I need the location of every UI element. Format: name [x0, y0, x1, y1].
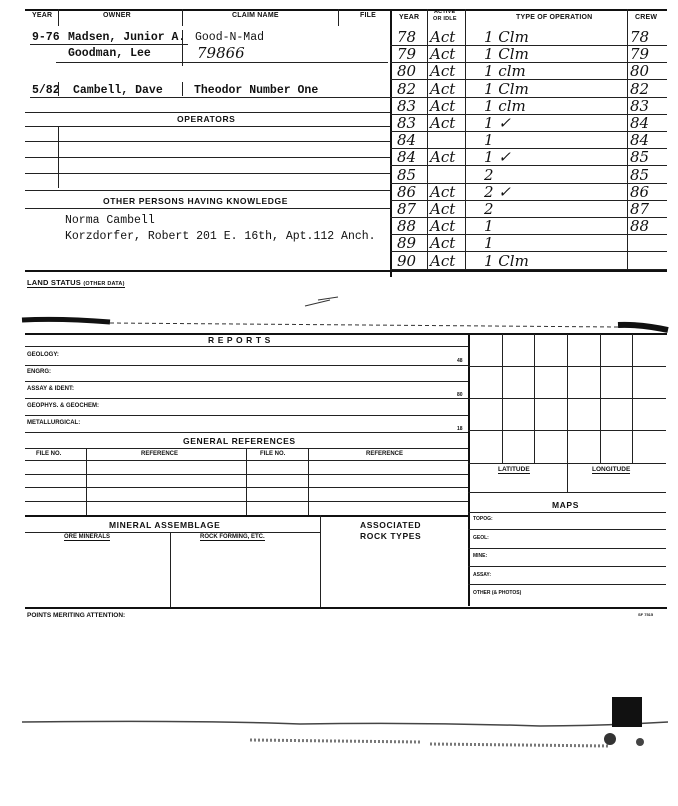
- owner-row-1-owner: Madsen, Junior A.: [68, 31, 186, 44]
- activity-status: Act: [430, 45, 456, 64]
- owner-row-1-year: 9-76: [32, 31, 60, 44]
- longitude-label: LONGITUDE: [592, 466, 631, 473]
- activity-year: 88: [397, 217, 417, 236]
- operators-title: OPERATORS: [177, 114, 236, 124]
- knowledge-title: OTHER PERSONS HAVING KNOWLEDGE: [103, 196, 289, 206]
- activity-status: Act: [430, 96, 456, 115]
- header-year-2: YEAR: [399, 14, 420, 21]
- activity-year: 89: [397, 234, 417, 253]
- activity-crew: 79: [630, 45, 650, 64]
- header-owner: OWNER: [103, 12, 131, 19]
- refs-col-reference: REFERENCE: [141, 451, 179, 457]
- header-claim-name: CLAIM NAME: [232, 12, 279, 19]
- activity-status: Act: [430, 217, 456, 236]
- points-meriting-label: POINTS MERITING ATTENTION:: [27, 612, 126, 619]
- activity-status: Act: [430, 234, 456, 253]
- activity-year: 85: [397, 165, 417, 184]
- activity-crew: 88: [630, 217, 650, 236]
- owner-row-3-year: 5/82: [32, 84, 60, 97]
- activity-year: 79: [397, 45, 417, 64]
- activity-crew: 80: [630, 62, 650, 81]
- activity-operation: 2 ✓: [484, 182, 511, 201]
- maps-assay: ASSAY:: [473, 572, 492, 578]
- activity-status: Act: [430, 200, 456, 218]
- report-metallurgical: METALLURGICAL:: [27, 420, 81, 426]
- refs-col-file-no: FILE NO.: [36, 451, 62, 457]
- activity-operation: 1 clm: [484, 96, 526, 115]
- form-code: SF 7515: [638, 612, 654, 617]
- activity-operation: 1 Clm: [484, 45, 529, 64]
- activity-year: 84: [397, 148, 417, 167]
- activity-crew: 87: [630, 200, 650, 218]
- report-metallurgical-num: 18: [457, 426, 463, 432]
- activity-crew: 82: [630, 79, 650, 98]
- activity-year: 82: [397, 79, 417, 98]
- report-assay: ASSAY & IDENT:: [27, 386, 75, 392]
- activity-operation: 2: [484, 165, 494, 184]
- activity-operation: 1 ✓: [484, 148, 511, 167]
- header-or-idle: OR IDLE: [433, 16, 457, 22]
- owner-row-2-claim: 79866: [197, 44, 245, 62]
- activity-status: Act: [430, 182, 456, 201]
- mineral-title: MINERAL ASSEMBLAGE: [109, 520, 221, 530]
- activity-year: 80: [397, 62, 417, 81]
- refs-col-reference-2: REFERENCE: [366, 451, 404, 457]
- rock-forming-label: ROCK FORMING, ETC.: [200, 534, 265, 540]
- activity-year: 84: [397, 131, 417, 150]
- activity-crew: 78: [630, 28, 650, 46]
- activity-operation: 1 clm: [484, 62, 526, 81]
- report-geology-num: 48: [457, 358, 463, 364]
- maps-mine: MINE:: [473, 553, 488, 559]
- activity-year: 78: [397, 28, 417, 46]
- activity-status: Act: [430, 79, 456, 98]
- activity-year: 87: [397, 200, 417, 218]
- activity-crew: 84: [630, 131, 650, 150]
- activity-operation: 1: [484, 131, 494, 150]
- activity-status: Act: [430, 62, 456, 81]
- report-geology: GEOLOGY:: [27, 352, 59, 358]
- activity-operation: 1: [484, 234, 494, 253]
- maps-topog: TOPOG:: [473, 516, 493, 522]
- activity-year: 90: [397, 251, 417, 270]
- maps-other: OTHER (& PHOTOS): [473, 590, 522, 596]
- activity-operation: 1 Clm: [484, 28, 529, 46]
- owner-row-2-owner: Goodman, Lee: [68, 47, 151, 60]
- ore-minerals-label: ORE MINERALS: [64, 534, 111, 540]
- header-active: ACTIVE: [434, 9, 456, 15]
- report-assay-num: 80: [457, 392, 463, 398]
- associated-line-2: ROCK TYPES: [360, 531, 422, 541]
- activity-crew: 85: [630, 148, 650, 167]
- refs-col-file-no-2: FILE NO.: [260, 451, 286, 457]
- activity-crew: 86: [630, 182, 650, 201]
- activity-status: Act: [430, 114, 456, 132]
- activity-operation: 1 ✓: [484, 114, 511, 132]
- activity-operation: 2: [484, 200, 494, 218]
- reports-title: R E P O R T S: [208, 335, 271, 345]
- owner-row-1-claim: Good-N-Mad: [195, 31, 265, 44]
- activity-year: 83: [397, 114, 417, 132]
- activity-year: 86: [397, 182, 417, 201]
- land-status-title: LAND STATUS (OTHER DATA): [27, 278, 125, 287]
- associated-line-1: ASSOCIATED: [360, 520, 422, 530]
- header-file: FILE: [360, 12, 376, 19]
- report-geophys: GEOPHYS. & GEOCHEM:: [27, 403, 100, 409]
- activity-operation: 1 Clm: [484, 251, 529, 270]
- latitude-label: LATITUDE: [498, 466, 530, 473]
- activity-crew: 84: [630, 114, 650, 132]
- general-references-title: GENERAL REFERENCES: [183, 436, 296, 446]
- activity-operation: 1 Clm: [484, 79, 529, 98]
- header-type-of-operation: TYPE OF OPERATION: [516, 14, 593, 21]
- header-crew: CREW: [635, 14, 658, 21]
- activity-operation: 1: [484, 217, 494, 236]
- report-engrg: ENGRG:: [27, 369, 51, 375]
- activity-crew: 85: [630, 165, 650, 184]
- owner-row-3-owner: Cambell, Dave: [73, 84, 163, 97]
- maps-title: MAPS: [552, 500, 579, 510]
- header-year: YEAR: [32, 12, 53, 19]
- knowledge-line-2: Korzdorfer, Robert 201 E. 16th, Apt.112 Anch.: [65, 230, 376, 243]
- knowledge-line-1: Norma Cambell: [65, 214, 155, 227]
- activity-status: Act: [430, 28, 456, 46]
- activity-year: 83: [397, 96, 417, 115]
- activity-crew: 83: [630, 96, 650, 115]
- maps-geol: GEOL:: [473, 535, 489, 541]
- activity-status: Act: [430, 251, 456, 270]
- activity-status: Act: [430, 148, 456, 167]
- owner-row-3-claim: Theodor Number One: [194, 84, 319, 97]
